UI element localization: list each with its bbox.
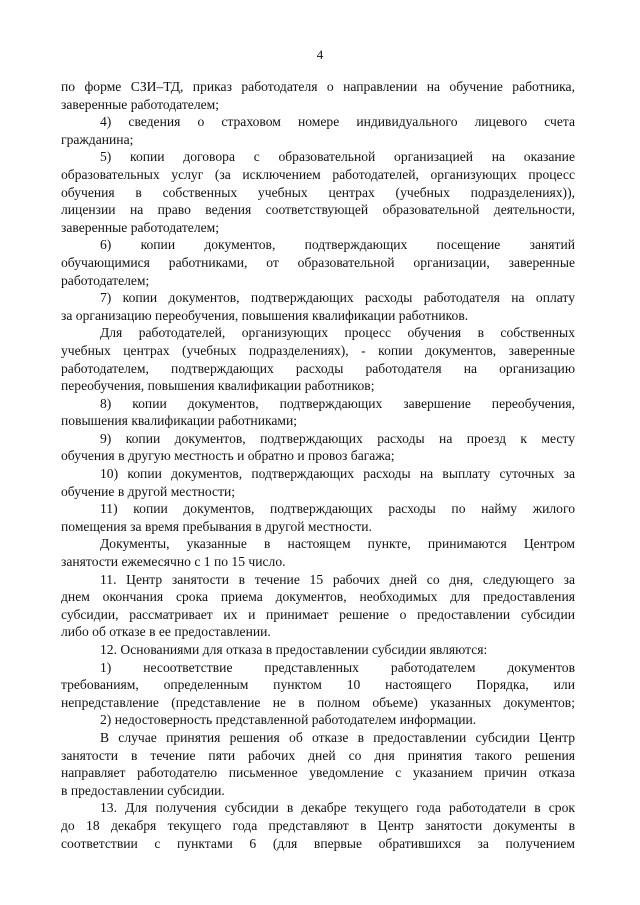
- page-number: 4: [316, 47, 324, 62]
- text-line: заверенные работодателем;: [61, 96, 220, 112]
- text-line: соответствии с пунктами 6 (для впервые обратившихся за получением: [61, 835, 575, 851]
- text-line: помещения за время пребывания в другой местности.: [61, 518, 372, 534]
- text-line: Для работодателей, организующих процесс обучения в собственных: [100, 325, 575, 341]
- text-line: 11) копии документов, подтверждающих расходы по найму жилого: [100, 501, 575, 517]
- text-line: до 18 декабря текущего года представляют в Центр занятости документы в: [61, 817, 575, 833]
- text-line: 7) копии документов, подтверждающих расходы работодателя на оплату: [100, 290, 575, 306]
- text-line: повышения квалификации работниками;: [61, 413, 298, 429]
- text-line: учебных центрах (учебных подразделениях), - копии документов, заверенные: [61, 342, 575, 358]
- text-line: В случае принятия решения об отказе в предоставлении субсидии Центр: [100, 729, 575, 745]
- text-line: 8) копии документов, подтверждающих завершение переобучения,: [100, 395, 575, 411]
- text-line: обучающимися работниками, от образовательной организации, заверенные: [61, 254, 575, 270]
- text-line: работодателем;: [61, 272, 150, 288]
- text-line: работодателем, подтверждающих расходы работодателя на организацию: [61, 360, 575, 376]
- text-line: днем окончания срока приема документов, необходимых для предоставления: [61, 589, 575, 605]
- text-line: 1) несоответствие представленных работодателем документов: [100, 659, 575, 675]
- text-line: по форме СЗИ–ТД, приказ работодателя о направлении на обучение работника,: [61, 79, 575, 94]
- text-line: 9) копии документов, подтверждающих расходы на проезд к месту: [100, 430, 575, 446]
- document-body: [61, 78, 575, 852]
- text-line: 4) сведения о страховом номере индивидуального лицевого счета: [100, 114, 575, 130]
- text-line: непредставление (представление не в полном объеме) указанных документов;: [61, 694, 575, 710]
- text-line: гражданина;: [61, 131, 134, 147]
- text-line: лицензии на право ведения соответствующей образовательной деятельности,: [61, 202, 575, 218]
- text-line: 13. Для получения субсидии в декабре текущего года работодатели в срок: [100, 800, 575, 816]
- text-line: переобучения, повышения квалификации работников;: [61, 378, 375, 394]
- text-line: Документы, указанные в настоящем пункте, принимаются Центром: [100, 536, 575, 552]
- text-line: 11. Центр занятости в течение 15 рабочих дней со дня, следующего за: [100, 571, 575, 587]
- text-line: обучение в другой местности;: [61, 483, 236, 499]
- text-line: занятости в течение пяти рабочих дней со дня принятия такого решения: [61, 747, 575, 763]
- text-line: в предоставлении субсидии.: [61, 782, 225, 798]
- text-line: 6) копии документов, подтверждающих посещение занятий: [100, 237, 575, 253]
- text-line: направляет работодателю письменное уведомление с указанием причин отказа: [61, 765, 575, 781]
- text-line: обучения в другую местность и обратно и провоз багажа;: [61, 448, 395, 464]
- text-line: обучения в собственных учебных центрах (учебных подразделениях)),: [61, 184, 575, 200]
- text-line: 10) копии документов, подтверждающих расходы на выплату суточных за: [100, 466, 575, 482]
- text-line: 2) недостоверность представленной работодателем информации.: [100, 712, 477, 728]
- text-line: требованиям, определенным пунктом 10 настоящего Порядка, или: [61, 677, 575, 693]
- text-line: либо об отказе в ее предоставлении.: [61, 624, 271, 640]
- text-line: заверенные работодателем;: [61, 219, 220, 235]
- text-line: за организацию переобучения, повышения квалификации работников.: [61, 307, 469, 323]
- text-line: 12. Основаниями для отказа в предоставлении субсидии являются:: [100, 642, 488, 657]
- text-line: субсидии, рассматривает их и принимает решение о предоставлении субсидии: [61, 606, 575, 622]
- text-line: 5) копии договора с образовательной организацией на оказание: [100, 149, 575, 165]
- text-line: образовательных услуг (за исключением работодателей, организующих процесс: [61, 166, 575, 182]
- text-line: занятости ежемесячно с 1 по 15 число.: [61, 554, 286, 570]
